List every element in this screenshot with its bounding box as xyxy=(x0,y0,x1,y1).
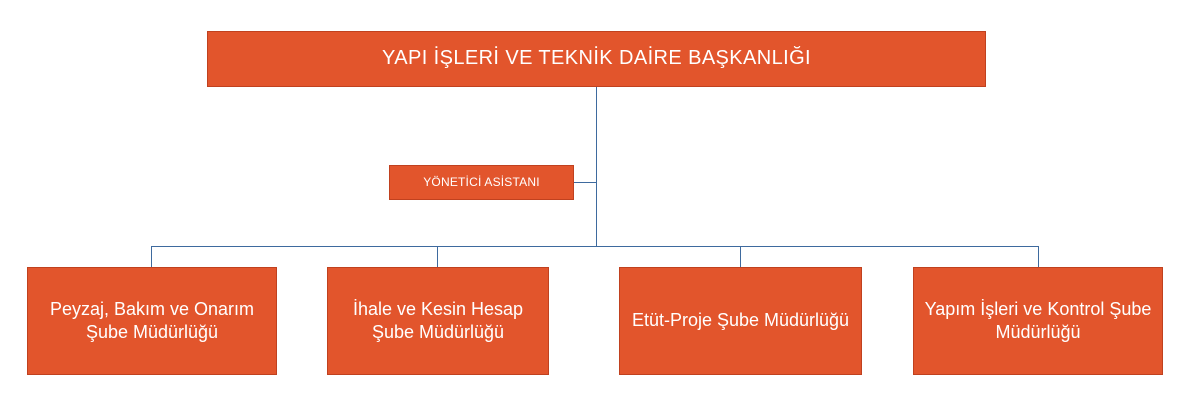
connector-drop-unit-2 xyxy=(740,246,741,267)
node-assistant: YÖNETİCİ ASİSTANI xyxy=(389,165,574,200)
node-unit-yapim-isleri-kontrol: Yapım İşleri ve Kontrol Şube Müdürlüğü xyxy=(913,267,1163,375)
connector-root-stem xyxy=(596,87,597,246)
connector-assistant xyxy=(574,182,596,183)
node-unit-peyzaj-bakim-onarim: Peyzaj, Bakım ve Onarım Şube Müdürlüğü xyxy=(27,267,277,375)
node-unit-ihale-kesin-hesap: İhale ve Kesin Hesap Şube Müdürlüğü xyxy=(327,267,549,375)
node-unit-etut-proje: Etüt-Proje Şube Müdürlüğü xyxy=(619,267,862,375)
connector-drop-unit-3 xyxy=(1038,246,1039,267)
node-root: YAPI İŞLERİ VE TEKNİK DAİRE BAŞKANLIĞI xyxy=(207,31,986,87)
connector-horizontal-bus xyxy=(151,246,1038,247)
connector-drop-unit-1 xyxy=(437,246,438,267)
connector-drop-unit-0 xyxy=(151,246,152,267)
